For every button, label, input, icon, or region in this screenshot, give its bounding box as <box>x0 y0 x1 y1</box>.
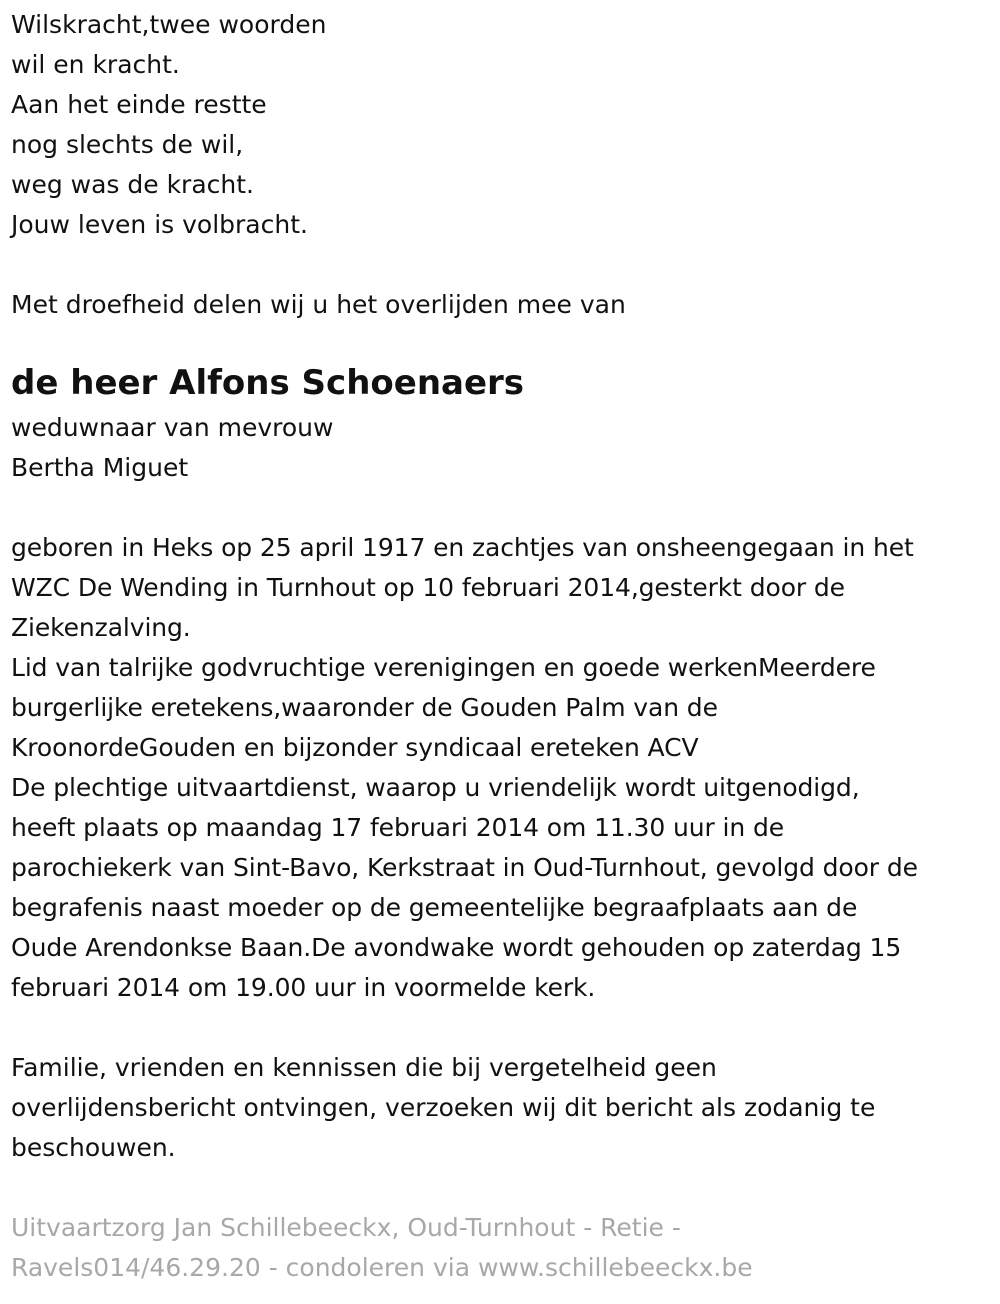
spacer <box>11 1008 992 1048</box>
poem-line: Wilskracht,twee woorden <box>11 10 327 39</box>
footer-line: Ravels014/46.29.20 - condoleren via www.schillebeeckx.be <box>11 1253 753 1282</box>
body-line: burgerlijke eretekens,waaronder de Gouden Palm van de <box>11 693 718 722</box>
body-line: De plechtige uitvaartdienst, waarop u vriendelijk wordt uitgenodigd, <box>11 773 860 802</box>
body-line: geboren in Heks op 25 april 1917 en zachtjes van onsheengegaan in het <box>11 533 914 562</box>
body-line: februari 2014 om 19.00 uur in voormelde kerk. <box>11 973 596 1002</box>
body-line: KroonordeGouden en bijzonder syndicaal ereteken ACV <box>11 733 699 762</box>
poem <box>11 5 992 245</box>
body-line: heeft plaats op maandag 17 februari 2014 om 11.30 uur in de <box>11 813 785 842</box>
closing-line: overlijdensbericht ontvingen, verzoeken wij dit bericht als zodanig te <box>11 1093 876 1122</box>
closing-note <box>11 1048 992 1168</box>
poem-line: wil en kracht. <box>11 50 180 79</box>
spacer <box>11 488 992 528</box>
deceased-relation: weduwnaar van mevrouw <box>11 413 334 442</box>
spouse-name: Bertha Miguet <box>11 453 189 482</box>
poem-line: weg was de kracht. <box>11 170 254 199</box>
closing-line: beschouwen. <box>11 1133 176 1162</box>
poem-line: Jouw leven is volbracht. <box>11 210 308 239</box>
body-line: WZC De Wending in Turnhout op 10 februari 2014,gesterkt door de <box>11 573 845 602</box>
poem-line: nog slechts de wil, <box>11 130 244 159</box>
obituary-body <box>11 528 992 1008</box>
body-line: begrafenis naast moeder op de gemeentelijke begraafplaats aan de <box>11 893 858 922</box>
deceased-name: de heer Alfons Schoenaers <box>11 363 525 403</box>
body-line: Lid van talrijke godvruchtige verenigingen en goede werkenMeerdere <box>11 653 876 682</box>
poem-line: Aan het einde restte <box>11 90 267 119</box>
body-line: parochiekerk van Sint-Bavo, Kerkstraat in Oud-Turnhout, gevolgd door de <box>11 853 918 882</box>
body-line: Oude Arendonkse Baan.De avondwake wordt gehouden op zaterdag 15 <box>11 933 902 962</box>
spacer <box>11 245 992 285</box>
body-line: Ziekenzalving. <box>11 613 191 642</box>
closing-line: Familie, vrienden en kennissen die bij vergetelheid geen <box>11 1053 717 1082</box>
footer-line: Uitvaartzorg Jan Schillebeeckx, Oud-Turnhout - Retie - <box>11 1213 681 1242</box>
announcement-intro: Met droefheid delen wij u het overlijden mee van <box>11 290 626 319</box>
funeral-home-footer <box>11 1208 992 1288</box>
